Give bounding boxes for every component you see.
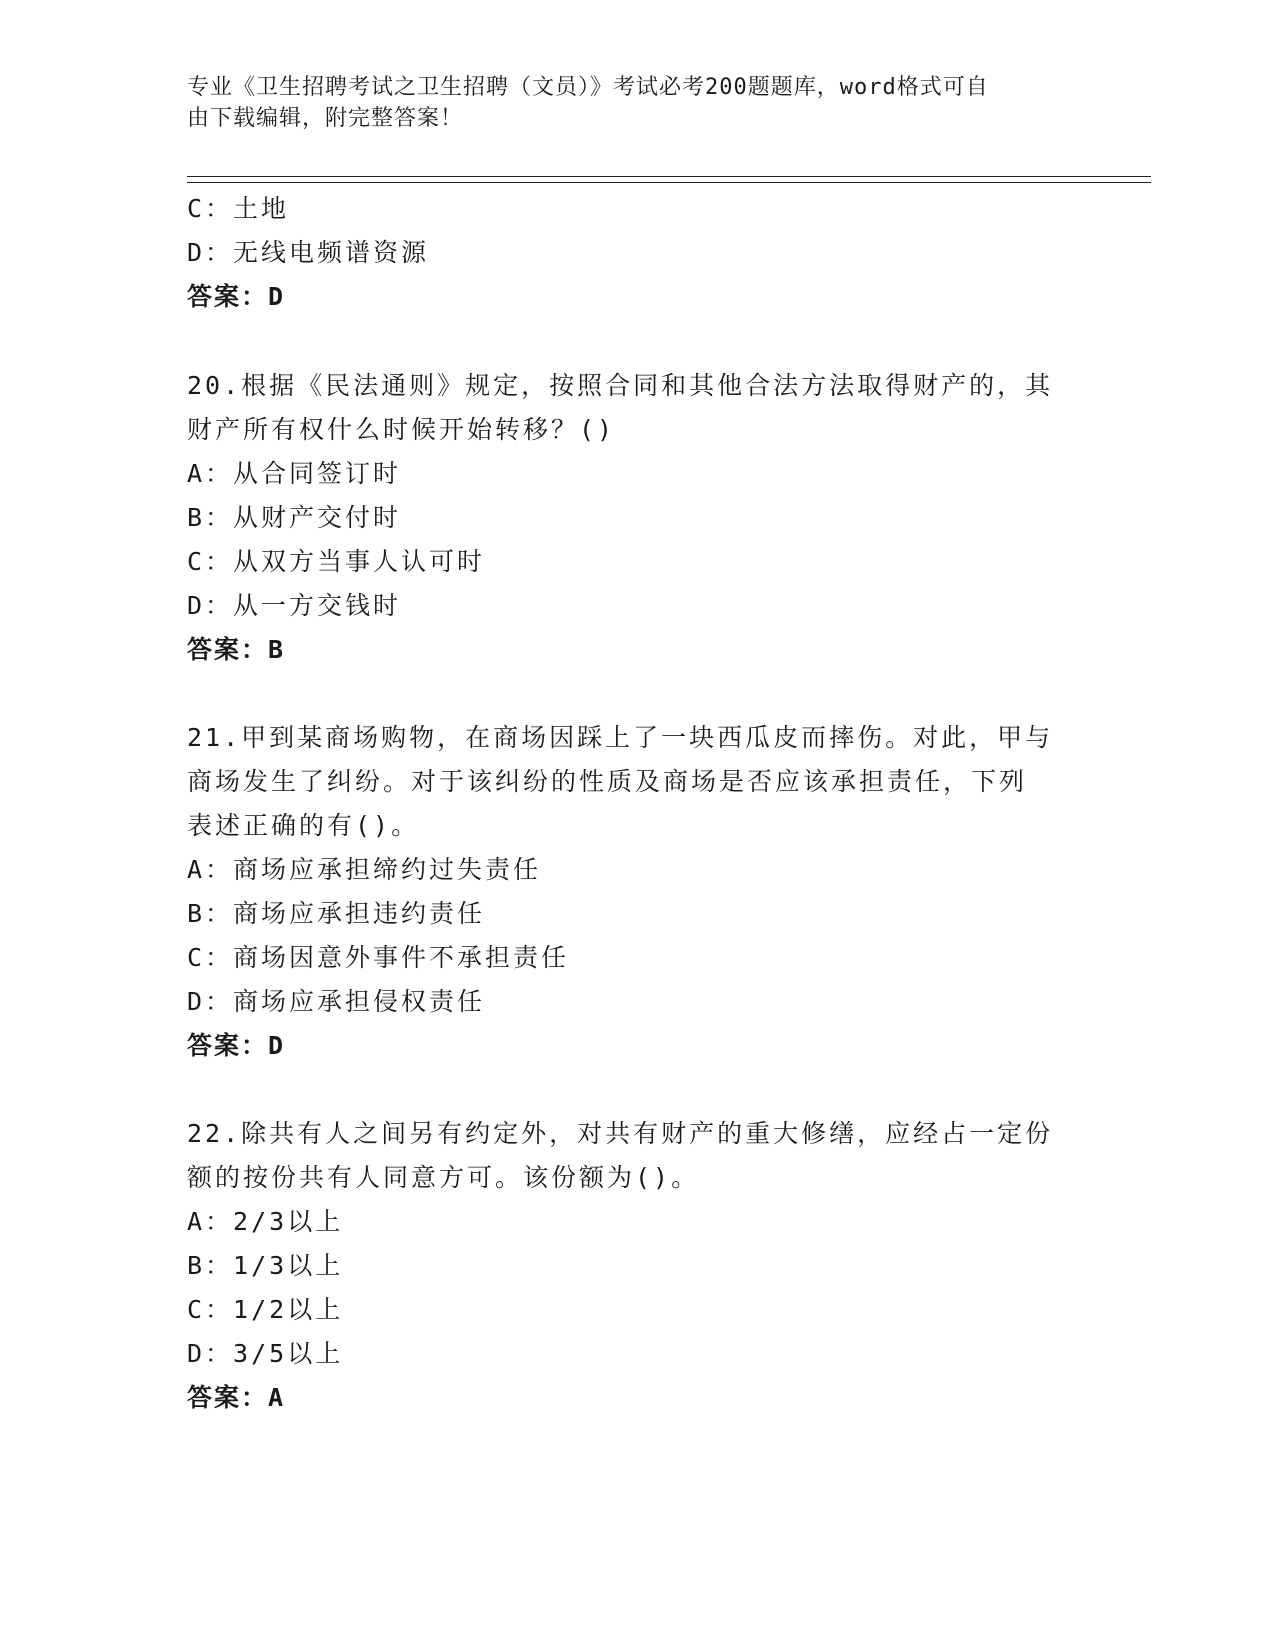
q20-option-c: C：从双方当事人认可时 xyxy=(187,547,486,576)
q22-option-b: B：1/3以上 xyxy=(187,1251,344,1280)
q20-option-a: A：从合同签订时 xyxy=(187,459,402,488)
q21-option-d: D：商场应承担侵权责任 xyxy=(187,987,486,1016)
q21-option-c: C：商场因意外事件不承担责任 xyxy=(187,943,570,972)
q21-text-line-2: 商场发生了纠纷。对于该纠纷的性质及商场是否应该承担责任，下列 xyxy=(187,767,1028,796)
q20-option-d: D：从一方交钱时 xyxy=(187,591,402,620)
q22-option-c: C：1/2以上 xyxy=(187,1295,344,1324)
header-divider-top xyxy=(187,176,1151,177)
q20-text-line-2: 财产所有权什么时候开始转移？() xyxy=(187,415,616,444)
q22-answer: 答案：A xyxy=(187,1383,286,1412)
prev-option-d: D：无线电频谱资源 xyxy=(187,238,430,267)
header-divider-bottom xyxy=(187,182,1151,183)
q21-text-line-1: 21.甲到某商场购物，在商场因踩上了一块西瓜皮而摔伤。对此，甲与 xyxy=(187,723,1054,752)
q22-option-d: D：3/5以上 xyxy=(187,1339,344,1368)
q22-text-line-1: 22.除共有人之间另有约定外，对共有财产的重大修缮，应经占一定份 xyxy=(187,1119,1054,1148)
header-line-1: 专业《卫生招聘考试之卫生招聘（文员）》考试必考200题题库，word格式可自 xyxy=(187,75,989,100)
q20-answer: 答案：B xyxy=(187,635,286,664)
q21-option-a: A：商场应承担缔约过失责任 xyxy=(187,855,542,884)
prev-answer: 答案：D xyxy=(187,282,286,311)
header-line-2: 由下载编辑，附完整答案！ xyxy=(187,106,464,131)
q21-answer: 答案：D xyxy=(187,1031,286,1060)
q22-option-a: A：2/3以上 xyxy=(187,1207,344,1236)
q20-text-line-1: 20.根据《民法通则》规定，按照合同和其他合法方法取得财产的，其 xyxy=(187,371,1054,400)
q20-option-b: B：从财产交付时 xyxy=(187,503,402,532)
prev-option-c: C：土地 xyxy=(187,194,290,223)
q22-text-line-2: 额的按份共有人同意方可。该份额为()。 xyxy=(187,1163,700,1192)
q21-option-b: B：商场应承担违约责任 xyxy=(187,899,486,928)
document-header xyxy=(187,72,1077,134)
q21-text-line-3: 表述正确的有()。 xyxy=(187,811,420,840)
